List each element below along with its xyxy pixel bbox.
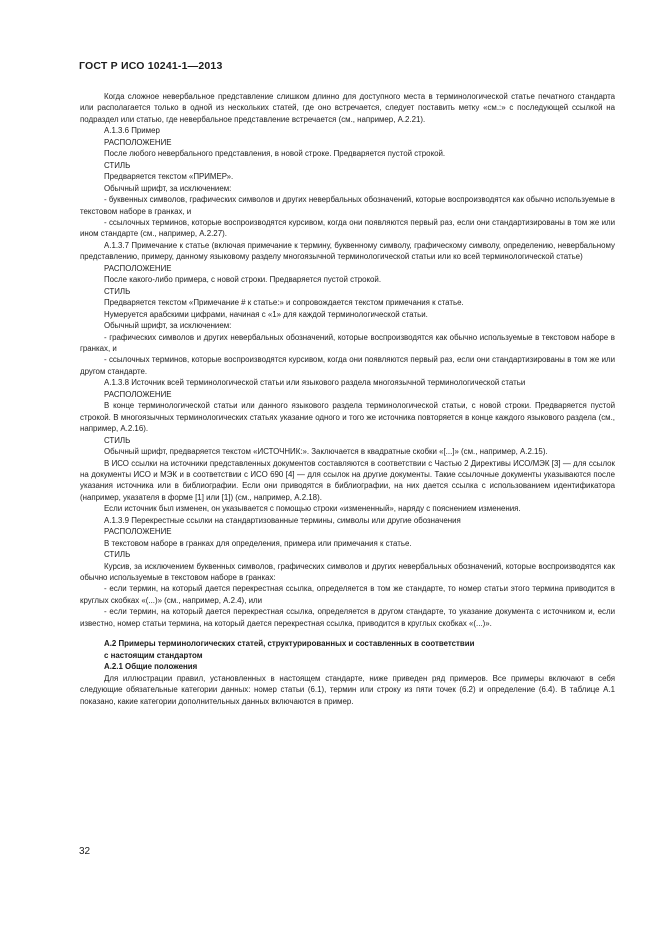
paragraph: В ИСО ссылки на источники представленных документов составляются в соответствии с Частью 2 Директивы ИСО/МЭК [3] — для ссылок на документы ИСО и МЭК и в соответствии с ИСО 690 [4] — для ссылок на другие документы. Такие ссылочные документы указываются после указания источника или в библиографии. Если они приводятся в библиографии, на них дается ссылка с использованием идентификатора (например, указателя в форме [1] или [1]) (см., например, А.2.18). — [80, 458, 615, 502]
label-style: СТИЛЬ — [104, 435, 131, 445]
label-placement: РАСПОЛОЖЕНИЕ — [104, 137, 172, 147]
label-style: СТИЛЬ — [104, 286, 131, 296]
label-placement: РАСПОЛОЖЕНИЕ — [104, 263, 172, 273]
paragraph: Курсив, за исключением буквенных символов, графических символов и других невербальных обозначений, которые воспроизводятся как обычно используемые в текстовом наборе в гранках: — [80, 561, 615, 583]
paragraph: В конце терминологической статьи или данного языкового раздела терминологической статьи, с новой строки. Предваряется пустой строкой. В многоязычных терминологических статьях указание одного и того же источника повторяется в конце каждого языкового раздела (см., например, А.2.16). — [80, 401, 615, 434]
paragraph: После любого невербального представления, в новой строке. Предваряется пустой строкой. — [104, 149, 446, 159]
paragraph: Обычный шрифт, предваряется текстом «ИСТОЧНИК:». Заключается в квадратные скобки «[...]» (см., например, А.2.15). — [104, 447, 548, 457]
subsection-title: А.1.3.6 Пример — [104, 126, 160, 136]
paragraph: Обычный шрифт, за исключением: — [104, 321, 232, 331]
paragraph: Обычный шрифт, за исключением: — [104, 183, 232, 193]
subsection-heading: А.2.1 Общие положения — [104, 662, 198, 672]
list-item: - графических символов и других невербальных обозначений, которые воспроизводятся как обычно используемые в текстовом наборе в гранках, и — [80, 332, 615, 353]
section-heading — [80, 638, 615, 661]
paragraph: Когда сложное невербальное представление слишком длинно для доступного места в терминологической статье печатного стандарта или располагается только в одной из нескольких статей, где оно встречается, следует поставить метку «см.:» с последующей ссылкой на подраздел или статью, где невербальное представление встречается (см., например, А.2.21). — [80, 92, 615, 124]
paragraph: Предваряется текстом «ПРИМЕР». — [104, 172, 234, 182]
label-style: СТИЛЬ — [104, 160, 131, 170]
subsection-title: А.1.3.7 Примечание к статье (включая примечание к термину, буквенному символу, графическому символу, определению, невербальному представлению, примеру, данному языковому разделу многоязычной терминологической статьи или ко всей терминологической статье) — [80, 240, 615, 262]
subsection-title: А.1.3.8 Источник всей терминологической статьи или языкового раздела многоязычной терминологической статьи — [104, 378, 526, 388]
label-style: СТИЛЬ — [104, 550, 131, 560]
section-heading-line1: А.2 Примеры терминологических статей, структурированных и составленных в соответствии — [104, 639, 475, 649]
list-item: - буквенных символов, графических символов и других невербальных обозначений, которые воспроизводятся как обычно используемые в текстовом наборе в гранках, и — [80, 195, 615, 216]
list-item: - ссылочных терминов, которые воспроизводятся курсивом, когда они появляются первый раз, если они стандартизированы в том же или ином стандарте (см., например, А.2.27). — [80, 217, 615, 239]
list-item: - если термин, на который дается перекрестная ссылка, определяется в том же стандарте, то номер статьи этого термина приводится в круглых скобках «(...)» (см., например, А.2.4), или — [80, 584, 615, 605]
paragraph: В текстовом наборе в гранках для определения, примера или примечания к статье. — [104, 538, 412, 548]
paragraph: После какого-либо примера, с новой строки. Предваряется пустой строкой. — [104, 275, 382, 285]
document-title: ГОСТ Р ИСО 10241-1—2013 — [79, 60, 223, 72]
document-body — [80, 91, 615, 707]
paragraph: Предваряется текстом «Примечание # к статье:» и сопровождается текстом примечания к статье. — [104, 298, 464, 308]
label-placement: РАСПОЛОЖЕНИЕ — [104, 389, 172, 399]
label-placement: РАСПОЛОЖЕНИЕ — [104, 527, 172, 537]
subsection-title: А.1.3.9 Перекрестные ссылки на стандартизованные термины, символы или другие обозначения — [104, 515, 461, 525]
page-number: 32 — [79, 846, 91, 857]
list-item: - если термин, на который дается перекрестная ссылка, определяется в другом стандарте, то указание документа с источником и, если известно, номер статьи термина, на который дается перекрестная ссылка, приводится в круглых скобках «(...)». — [80, 607, 615, 628]
paragraph: Для иллюстрации правил, установленных в настоящем стандарте, ниже приведен ряд примеров. Все примеры включают в себя следующие обязательные категории данных: номер статьи (6.1), термин или строку из пяти точек (6.2) и определение (6.4). В таблице А.1 показано, какие категории дополнительных данных включаются в пример. — [80, 673, 615, 706]
list-item: - ссылочных терминов, которые воспроизводятся курсивом, когда они появляются первый раз, если они стандартизированы в том же или другом стандарте. — [80, 355, 615, 376]
paragraph: Нумеруется арабскими цифрами, начиная с «1» для каждой терминологической статьи. — [104, 309, 428, 319]
paragraph: Если источник был изменен, он указывается с помощью строки «измененный», наряду с пояснением изменения. — [104, 504, 521, 514]
section-heading-line2: с настоящим стандартом — [104, 650, 203, 660]
